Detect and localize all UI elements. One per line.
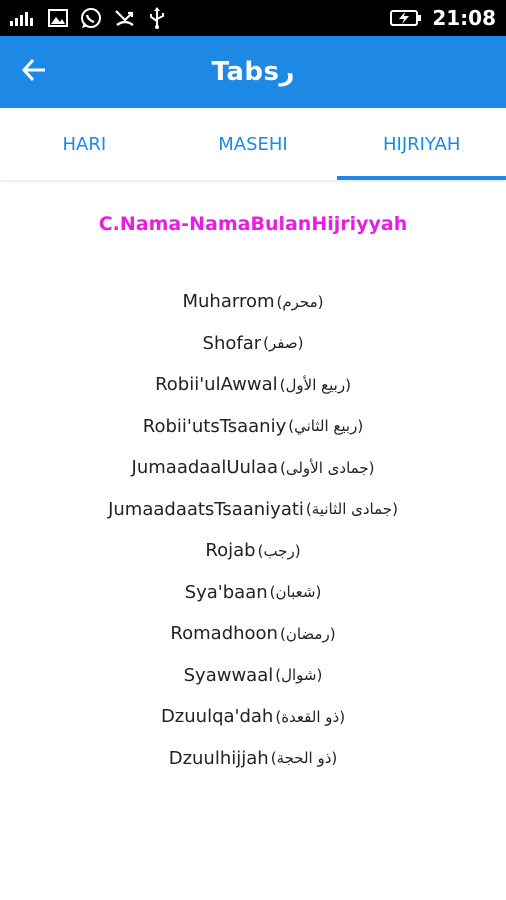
section-heading: C.Nama-NamaBulanHijriyyah bbox=[98, 213, 408, 235]
month-latin: Syawwaal bbox=[183, 664, 274, 686]
month-arabic: (صفر) bbox=[263, 334, 304, 353]
list-item bbox=[0, 364, 506, 406]
list-item bbox=[0, 738, 506, 780]
month-list bbox=[0, 281, 506, 779]
month-latin: Dzuulhijjah bbox=[168, 747, 269, 769]
tab-hijriyah[interactable] bbox=[337, 108, 506, 180]
month-arabic: (ربيع الأول) bbox=[279, 375, 351, 394]
arrow-back-icon bbox=[20, 56, 48, 88]
month-arabic: (جمادى الثانية) bbox=[305, 500, 398, 519]
month-latin: JumaadaalUulaa bbox=[131, 457, 278, 479]
status-bar-right bbox=[390, 6, 496, 30]
missed-call-icon bbox=[114, 7, 136, 29]
tab-bar bbox=[0, 108, 506, 180]
month-latin: Sya'baan bbox=[184, 581, 268, 603]
list-item bbox=[0, 572, 506, 614]
month-arabic: (ذو الحجة) bbox=[270, 749, 338, 768]
month-arabic: (شوال) bbox=[275, 666, 323, 685]
status-time: 21:08 bbox=[432, 6, 496, 30]
list-item bbox=[0, 696, 506, 738]
month-latin: Muharrom bbox=[182, 291, 275, 313]
list-item bbox=[0, 406, 506, 448]
usb-icon bbox=[148, 7, 166, 29]
month-arabic: (رمضان) bbox=[279, 624, 336, 643]
status-bar-left-icons bbox=[10, 7, 166, 29]
tab-hari[interactable] bbox=[0, 108, 169, 180]
tab-label: HARI bbox=[62, 133, 107, 155]
month-latin: Robii'utsTsaaniy bbox=[142, 415, 287, 437]
month-latin: Romadhoon bbox=[170, 623, 278, 645]
signal-icon bbox=[10, 9, 36, 27]
month-latin: JumaadaatsTsaaniyati bbox=[108, 498, 304, 520]
gallery-icon bbox=[48, 9, 68, 27]
tab-label: MASEHI bbox=[218, 133, 288, 155]
tab-label: HIJRIYAH bbox=[382, 133, 461, 155]
app-bar bbox=[0, 36, 506, 108]
month-arabic: (رجب) bbox=[257, 541, 301, 560]
list-item bbox=[0, 655, 506, 697]
whatsapp-icon bbox=[80, 7, 102, 29]
month-arabic: (شعبان) bbox=[269, 583, 322, 602]
status-bar bbox=[0, 0, 506, 36]
list-item bbox=[0, 281, 506, 323]
page-title: Tabsر bbox=[211, 57, 295, 87]
month-latin: Dzuulqa'dah bbox=[160, 706, 274, 728]
month-latin: Robii'ulAwwal bbox=[155, 374, 278, 396]
list-item bbox=[0, 489, 506, 531]
month-latin: Shofar bbox=[202, 332, 262, 354]
month-arabic: (محرم) bbox=[276, 292, 324, 311]
month-arabic: (ذو القعدة) bbox=[275, 707, 346, 726]
month-latin: Rojab bbox=[205, 540, 256, 562]
content-area bbox=[0, 180, 506, 779]
tab-masehi[interactable] bbox=[169, 108, 338, 180]
list-item bbox=[0, 530, 506, 572]
month-arabic: (جمادى الأولى) bbox=[279, 458, 375, 477]
month-arabic: (ربيع الثاني) bbox=[288, 417, 364, 436]
list-item bbox=[0, 447, 506, 489]
back-button[interactable] bbox=[18, 56, 50, 88]
battery-charging-icon bbox=[390, 9, 422, 27]
list-item bbox=[0, 613, 506, 655]
list-item bbox=[0, 323, 506, 365]
